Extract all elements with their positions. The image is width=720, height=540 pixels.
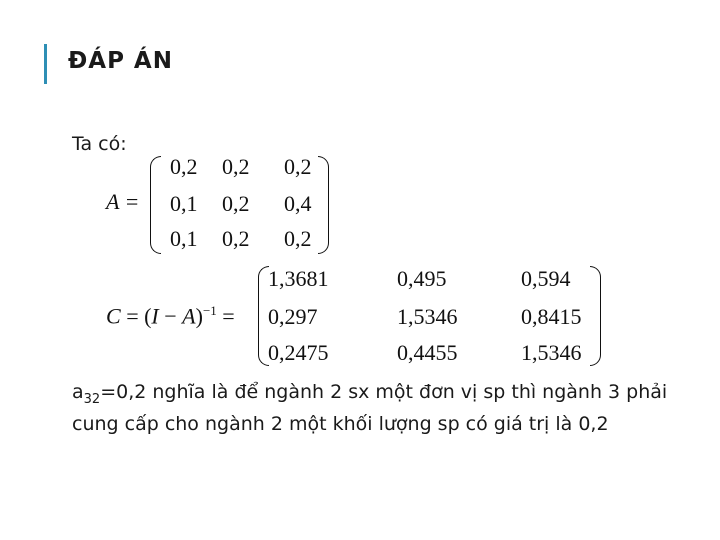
- matrix-c-cell: 1,3681: [268, 266, 329, 291]
- note-subscript: 32: [83, 391, 101, 407]
- note-text: =0,2 nghĩa là để ngành 2 sx một đơn vị sp thì ngành 3 phải cung cấp cho ngành 2 một khối lượng sp có giá trị là 0,2: [72, 381, 668, 435]
- matrix-c-right-bracket: [590, 266, 601, 366]
- matrix-c-cell: 0,4455: [397, 340, 458, 365]
- matrix-a-cell: 0,2: [284, 226, 312, 251]
- note-variable: a: [72, 381, 84, 403]
- explanation-note: [72, 380, 682, 437]
- intro-text: Ta có:: [72, 133, 127, 155]
- matrix-c-cell: 0,8415: [521, 304, 582, 329]
- matrix-a-cell: 0,2: [284, 154, 312, 179]
- matrix-a-cell: 0,2: [222, 191, 250, 216]
- slide-title: ĐÁP ÁN: [68, 48, 173, 74]
- matrix-a-cell: 0,2: [170, 154, 198, 179]
- matrix-c-lhs: $C = (I - A)^{-1}$ =: [106, 303, 235, 329]
- matrix-c-cell: 0,297: [268, 304, 318, 329]
- matrix-a-cell: 0,4: [284, 191, 312, 216]
- matrix-a-cell: 0,2: [222, 226, 250, 251]
- matrix-c-cell: 0,594: [521, 266, 571, 291]
- matrix-a-right-bracket: [318, 156, 329, 254]
- matrix-c-cell: 0,495: [397, 266, 447, 291]
- title-accent-bar: [44, 44, 47, 84]
- matrix-a-left-bracket: [150, 156, 161, 254]
- matrix-c-cell: 1,5346: [397, 304, 458, 329]
- matrix-a-cell: 0,2: [222, 154, 250, 179]
- matrix-a-cell: 0,1: [170, 191, 198, 216]
- matrix-a-lhs: A =: [106, 189, 140, 214]
- matrix-c-cell: 0,2475: [268, 340, 329, 365]
- matrix-c-cell: 1,5346: [521, 340, 582, 365]
- matrix-a-cell: 0,1: [170, 226, 198, 251]
